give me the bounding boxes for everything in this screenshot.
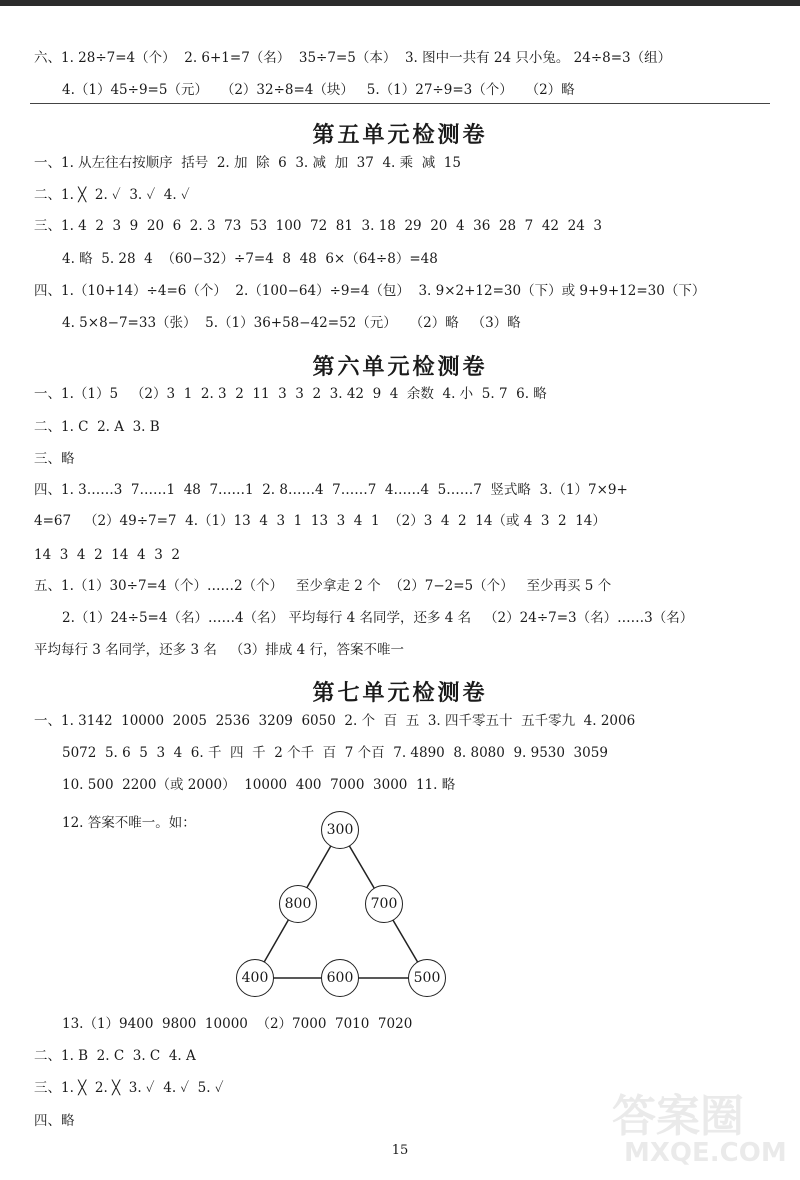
watermark-logo: 答案圈 xyxy=(612,1091,744,1142)
answer-line: 4. 略 5. 28 4 （60−32）÷7=4 8 48 6×（64÷8）=48 xyxy=(62,251,438,267)
unit-5-title: 第五单元检测卷 xyxy=(312,122,488,148)
watermark-site: MXQE.COM xyxy=(624,1138,787,1168)
answer-line: 12. 答案不唯一。如： xyxy=(62,815,196,831)
answer-line: 四、略 xyxy=(34,1113,75,1129)
answer-line: 二、1. B 2. C 3. C 4. A xyxy=(34,1048,196,1064)
answer-line: 4=67 （2）49÷7=7 4.（1）13 4 3 1 13 3 4 1 （2）3 4 2 14（或 4 3 2 14） xyxy=(34,513,606,529)
answer-line: 4.（1）45÷9=5（元） （2）32÷8=4（块） 5.（1）27÷9=3（个） （2）略 xyxy=(62,82,575,98)
answer-line: 5072 5. 6 5 3 4 6. 千 四 千 2 个千 百 7 个百 7. 4890 8. 8080 9. 9530 3059 xyxy=(62,745,608,761)
answer-line: 二、1. ╳ 2. ✓ 3. ✓ 4. ✓ xyxy=(34,187,190,203)
answer-line: 三、1. 4 2 3 9 20 6 2. 3 73 53 100 72 81 3. 18 29 20 4 36 28 7 42 24 3 xyxy=(34,218,602,234)
answer-line: 五、1.（1）30÷7=4（个）……2（个） 至少拿走 2 个 （2）7−2=5（个） 至少再买 5 个 xyxy=(34,578,612,594)
answer-line: 三、略 xyxy=(34,451,75,467)
answer-line: 13.（1）9400 9800 10000 （2）7000 7010 7020 xyxy=(62,1016,413,1032)
answer-line: 一、1. 从左往右按顺序 括号 2. 加 除 6 3. 减 加 37 4. 乘 减 15 xyxy=(34,155,461,171)
unit-7-title: 第七单元检测卷 xyxy=(312,680,488,706)
triangle-node-bottom-left: 400 xyxy=(236,959,274,997)
answer-line: 一、1. 3142 10000 2005 2536 3209 6050 2. 个 百 五 3. 四千零五十 五千零九 4. 2006 xyxy=(34,713,636,729)
triangle-node-bottom-mid: 600 xyxy=(321,959,359,997)
answer-line: 一、1.（1）5 （2）3 1 2. 3 2 11 3 3 2 3. 42 9 4 余数 4. 小 5. 7 6. 略 xyxy=(34,386,547,402)
triangle-node-right-mid: 700 xyxy=(365,885,403,923)
answer-line: 14 3 4 2 14 4 3 2 xyxy=(34,547,180,563)
answer-line: 四、1.（10+14）÷4=6（个） 2.（100−64）÷9=4（包） 3. 9×2+12=30（下）或 9+9+12=30（下） xyxy=(34,283,706,299)
answer-line: 三、1. ╳ 2. ╳ 3. ✓ 4. ✓ 5. ✓ xyxy=(34,1080,224,1096)
answer-line: 六、1. 28÷7=4（个） 2. 6+1=7（名） 35÷7=5（本） 3. 图中一共有 24 只小兔。 24÷8=3（组） xyxy=(34,50,672,66)
answer-line: 二、1. C 2. A 3. B xyxy=(34,419,160,435)
triangle-node-bottom-right: 500 xyxy=(408,959,446,997)
answer-line: 2.（1）24÷5=4（名）……4（名） 平均每行 4 名同学，还多 4 名 （2）24÷7=3（名）……3（名） xyxy=(62,610,694,626)
answer-line: 平均每行 3 名同学，还多 3 名 （3）排成 4 行，答案不唯一 xyxy=(34,642,404,658)
answer-line: 10. 500 2200（或 2000） 10000 400 7000 3000 11. 略 xyxy=(62,777,456,793)
answer-line: 四、1. 3……3 7……1 48 7……1 2. 8……4 7……7 4……4 5……7 竖式略 3.（1）7×9+ xyxy=(34,482,628,498)
unit-6-title: 第六单元检测卷 xyxy=(312,354,488,380)
triangle-node-top: 300 xyxy=(321,811,359,849)
answer-line: 4. 5×8−7=33（张） 5.（1）36+58−42=52（元） （2）略 （3）略 xyxy=(62,315,521,331)
page-number: 15 xyxy=(391,1143,409,1158)
triangle-node-left-mid: 800 xyxy=(279,885,317,923)
